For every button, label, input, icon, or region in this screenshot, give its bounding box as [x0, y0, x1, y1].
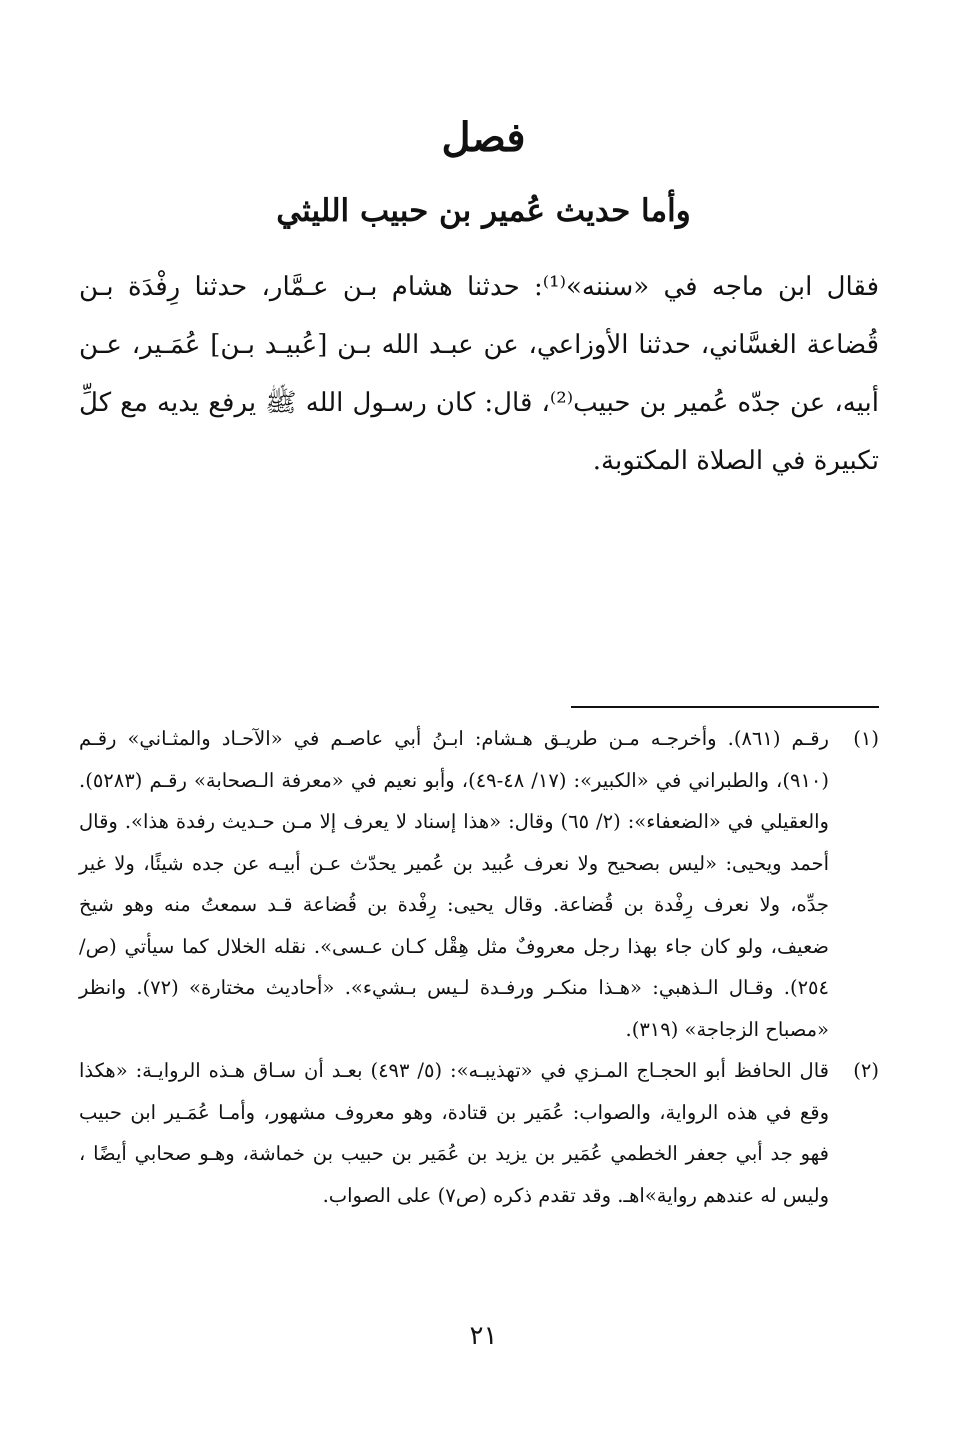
footnote-divider — [571, 706, 879, 708]
footnote-text: رقـم (٨٦١). وأخرجـه مـن طريـق هـشام: ابـنُ أبي عاصـم في «الآحـاد والمثـاني» رقـم (٩١٠)، والطبراني في «الكبير»: (١٧/ ٤٨-٤٩)، وأبو نعيم في «معرفة الـصحابة» رقـم (٥٢٨٣). والعقيلي في «الضعفاء»: (٢/ ٦٥) وقال: «هذا إسناد لا يعرف إلا مـن حـديث رفدة هذا». وقال أحمد ويحيى: «ليس بصحيح ولا نعرف عُبيد بن عُمير يحدّث عـن أبيـه عن جده شيئًا، ولا غير جدِّه، ولا نعرف رِفْدة بن قُضاعة. وقال يحيى: رِفْدة بن قُضاعة قـد سمعتُ منه وهو شيخ ضعيف، ولو كان جاء بهذا رجل معروفٌ مثل هِقْل كـان عـسى». نقله الخلال كما سيأتي (ص/ ٢٥٤). وقـال الـذهبي: «هـذا منكـر ورفـدة لـيس بـشيء». «أحاديث مختارة» (٧٢). وانظر «مصباح الزجاجة» (٣١٩). — [79, 727, 829, 1041]
page-number: ٢١ — [469, 1321, 498, 1351]
main-paragraph: فقال ابن ماجه في «سننه»⁽¹⁾: حدثنا هشام بـن عـمَّار، حدثنا رِفْدَة بـن قُضاعة الغسَّاني، حدثنا الأوزاعي، عن عبـد الله بـن [عُبيـد بـن] عُمَـير، عـن أبيه، عن جدّه عُمير بن حبيب⁽²⁾، قال: كان رسـول الله ﷺ يرفع يديه مع كلِّ تكبيرة في الصلاة المكتوبة. — [79, 272, 879, 476]
section-heading: فصل — [441, 114, 526, 161]
footnote-marker: (٢) — [853, 1059, 879, 1082]
section-subheading: وأما حديث عُمير بن حبيب الليثي — [276, 193, 691, 229]
footnote-text: قال الحافظ أبو الحجـاج المـزي في «تهذيبـه»: (٥/ ٤٩٣) بعـد أن سـاق هـذه الروايـة: «هكذا وقع في هذه الرواية، والصواب: عُمَير بن قتادة، وهو معروف مشهور، وأمـا عُمَـير ابن حبيب فهو جد أبي جعفر الخطمي عُمَير بن يزيد بن عُمَير بن حبيب بن خماشة، وهـو صحابي أيضًا ، وليس له عندهم رواية»اهـ. وقد تقدم ذكره (ص٧) على الصواب. — [79, 1059, 829, 1207]
footnote-marker: (١) — [853, 727, 879, 750]
footnote-1 — [79, 718, 879, 1050]
footnotes-list — [79, 718, 879, 1216]
footnote-2 — [79, 1050, 879, 1216]
